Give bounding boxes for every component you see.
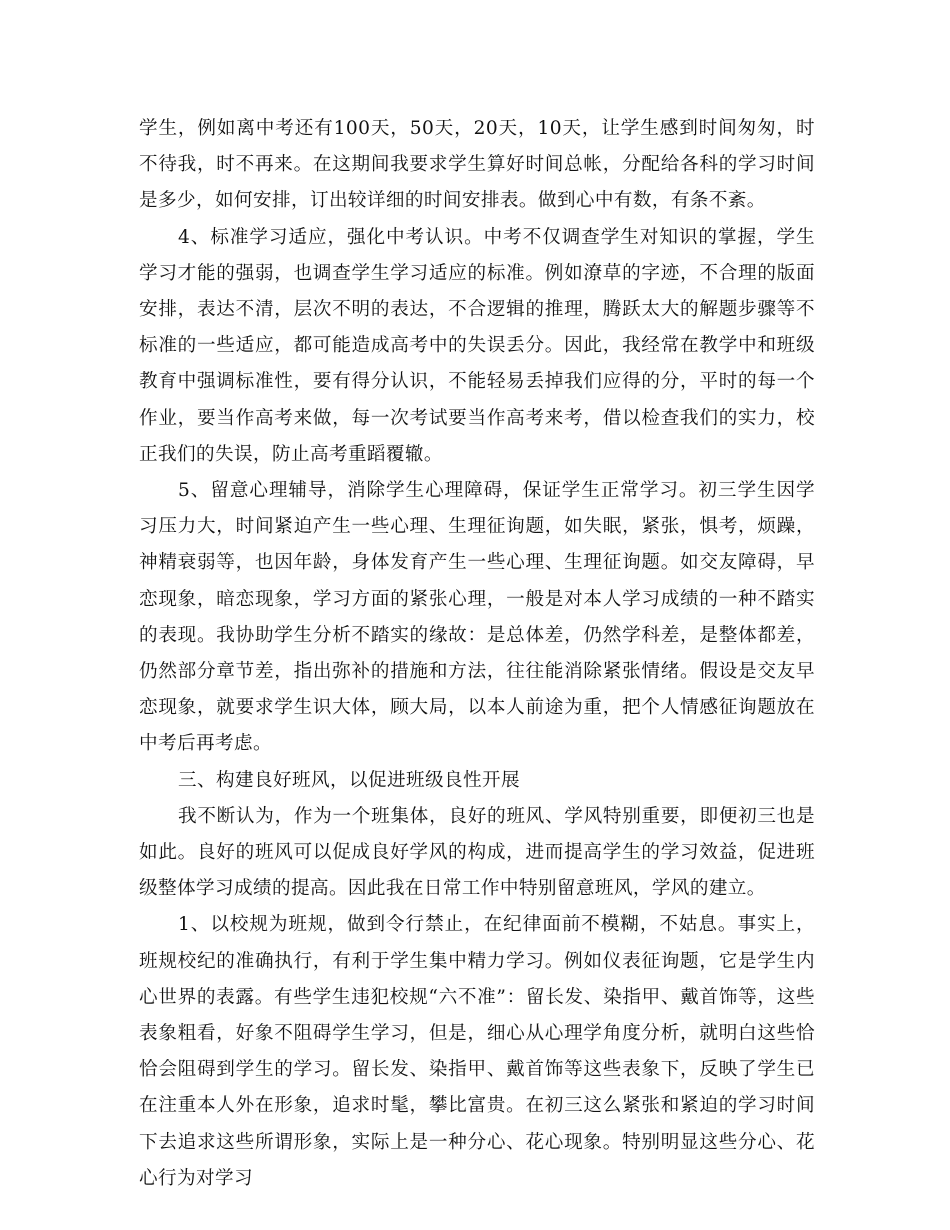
paragraph-school-rules: 1、以校规为班规，做到令行禁止，在纪律面前不模糊，不姑息。事实上，班规校纪的准确执行，有利于学生集中精力学习。例如仪表征询题，它是学生内心世界的表露。有些学生违犯校规“六不准”：留长发、染指甲、戴首饰等，这些表象粗看，好象不阻碍学生学习，但是，细心从心理学角度分析，就明白这些恰恰会阻碍到学生的学习。留长发、染指甲、戴首饰等这些表象下，反映了学生已在注重本人外在形象，追求时髦，攀比富贵。在初三这么紧张和紧迫的学习时间下去追求这些所谓形象，实际上是一种分心、花心现象。特别明显这些分心、花心行为对学习: [139, 914, 815, 1189]
paragraph-standard-learning-habits: 4、标准学习适应，强化中考认识。中考不仅调查学生对知识的掌握，学生学习才能的强弱，也调查学生学习适应的标准。例如潦草的字迹，不合理的版面安排，表达不清，层次不明的表达，不合逻辑的推理，腾跃太大的解题步骤等不标准的一些适应，都可能造成高考中的失误丢分。因此，我经常在教学中和班级教育中强调标准性，要有得分认识，不能轻易丢掉我们应得的分，平时的每一个作业，要当作高考来做，每一次考试要当作高考来考，借以检查我们的实力，校正我们的失误，防止高考重蹈覆辙。: [139, 226, 815, 465]
paragraph-psychological-guidance: 5、留意心理辅导，消除学生心理障碍，保证学生正常学习。初三学生因学习压力大，时间紧迫产生一些心理、生理征询题，如失眠，紧张，惧考，烦躁，神精衰弱等，也因年龄，身体发育产生一些心理、生理征询题。如交友障碍，早恋现象，暗恋现象，学习方面的紧张心理，一般是对本人学习成绩的一种不踏实的表现。我协助学生分析不踏实的缘故：是总体差，仍然学科差，是整体都差，仍然部分章节差，指出弥补的措施和方法，往往能消除紧张情绪。假设是交友早恋现象，就要求学生识大体，顾大局，以本人前途为重，把个人情感征询题放在中考后再考虑。: [139, 480, 815, 755]
section-heading-class-atmosphere: 三、构建良好班风，以促进班级良性开展: [178, 769, 520, 791]
paragraph-continuation: 学生，例如离中考还有100天，50天，20天，10天，让学生感到时间匆匆，时不待我，时不再来。在这期间我要求学生算好时间总帐，分配给各科的学习时间是多少，如何安排，订出较详细的时间安排表。做到心中有数，有条不紊。: [139, 118, 815, 212]
document-body: [139, 111, 815, 1197]
paragraph-class-atmosphere-intro: 我不断认为，作为一个班集体，良好的班风、学风特别重要，即便初三也是如此。良好的班风可以促成良好学风的构成，进而提高学生的学习效益，促进班级整体学习成绩的提高。因此我在日常工作中特别留意班风，学风的建立。: [139, 805, 815, 900]
